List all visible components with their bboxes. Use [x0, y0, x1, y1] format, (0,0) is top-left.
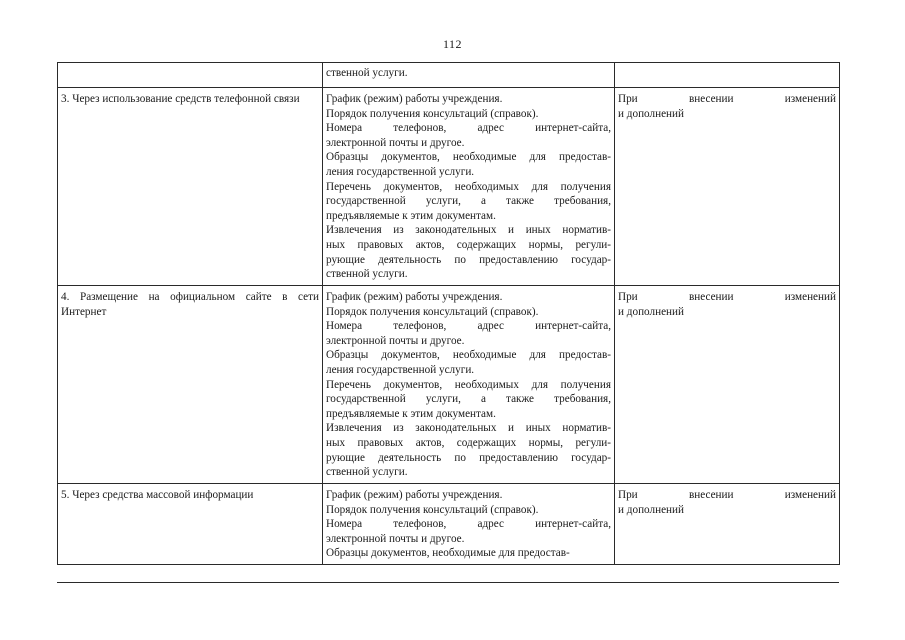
- content-line: ления государственной услуги.: [326, 363, 475, 376]
- content-line: электронной почты и другое.: [326, 136, 465, 149]
- content-line: Образцы документов, необходимые для предостав-: [326, 349, 611, 362]
- content-line: Номера телефонов, адрес интернет-сайта,: [326, 320, 611, 333]
- update-cell: [615, 484, 840, 565]
- content-line: Порядок получения консультаций (справок).: [326, 503, 539, 516]
- content-line: ления государственной услуги.: [326, 165, 475, 178]
- content-line: Перечень документов, необходимых для получения: [326, 378, 611, 391]
- content-cell: [323, 63, 615, 88]
- table-bottom-border: [57, 582, 839, 583]
- content-line: График (режим) работы учреждения.: [326, 291, 503, 303]
- content-line: предъявляемые к этим документам.: [326, 407, 496, 420]
- update-cell: [615, 286, 840, 484]
- method-cell: [58, 63, 323, 88]
- content-line: Номера телефонов, адрес интернет-сайта,: [326, 122, 611, 135]
- info-table-body: [58, 63, 840, 565]
- content-line: График (режим) работы учреждения.: [326, 489, 503, 501]
- content-line: Перечень документов, необходимых для получения: [326, 180, 611, 193]
- content-line: Извлечения из законодательных и иных норматив-: [326, 224, 611, 237]
- content-line: Номера телефонов, адрес интернет-сайта,: [326, 518, 611, 531]
- update-cell: [615, 88, 840, 286]
- content-line: Порядок получения консультаций (справок).: [326, 305, 539, 318]
- content-line: Извлечения из законодательных и иных норматив-: [326, 422, 611, 435]
- update-cell: [615, 63, 840, 88]
- table-row: [58, 63, 840, 88]
- update-line: При внесении изменений: [618, 291, 836, 303]
- content-line: государственной услуги, а также требования,: [326, 393, 611, 406]
- content-line: Порядок получения консультаций (справок).: [326, 107, 539, 120]
- table-row: [58, 286, 840, 484]
- content-line: Образцы документов, необходимые для предостав-: [326, 151, 611, 164]
- content-cell: [323, 88, 615, 286]
- content-line: электронной почты и другое.: [326, 334, 465, 347]
- page-number: 112: [442, 37, 463, 51]
- update-line: и дополнений: [618, 503, 684, 516]
- content-line: предъявляемые к этим документам.: [326, 209, 496, 222]
- table-row: [58, 484, 840, 565]
- content-line: ственной услуги.: [326, 466, 408, 479]
- update-line: При внесении изменений: [618, 93, 836, 105]
- content-line: ственной услуги.: [326, 268, 408, 281]
- content-line: Образцы документов, необходимые для предостав-: [326, 547, 570, 560]
- content-line: ных правовых актов, содержащих нормы, регули-: [326, 436, 611, 449]
- content-line: ных правовых актов, содержащих нормы, регули-: [326, 238, 611, 251]
- content-line: рующие деятельность по предоставлению государ-: [326, 253, 611, 266]
- content-cell: [323, 484, 615, 565]
- table-row: [58, 88, 840, 286]
- method-cell: 4. Размещение на официальном сайте в сети Интернет: [58, 286, 323, 484]
- content-cell: [323, 286, 615, 484]
- content-line: ственной услуги.: [326, 67, 408, 79]
- method-cell: 5. Через средства массовой информации: [58, 484, 323, 565]
- update-line: и дополнений: [618, 305, 684, 318]
- content-line: государственной услуги, а также требования,: [326, 195, 611, 208]
- update-line: и дополнений: [618, 107, 684, 120]
- content-line: рующие деятельность по предоставлению государ-: [326, 451, 611, 464]
- content-line: электронной почты и другое.: [326, 532, 465, 545]
- update-line: При внесении изменений: [618, 489, 836, 501]
- info-table: [57, 62, 840, 565]
- method-cell: 3. Через использование средств телефонной связи: [58, 88, 323, 286]
- content-line: График (режим) работы учреждения.: [326, 93, 503, 105]
